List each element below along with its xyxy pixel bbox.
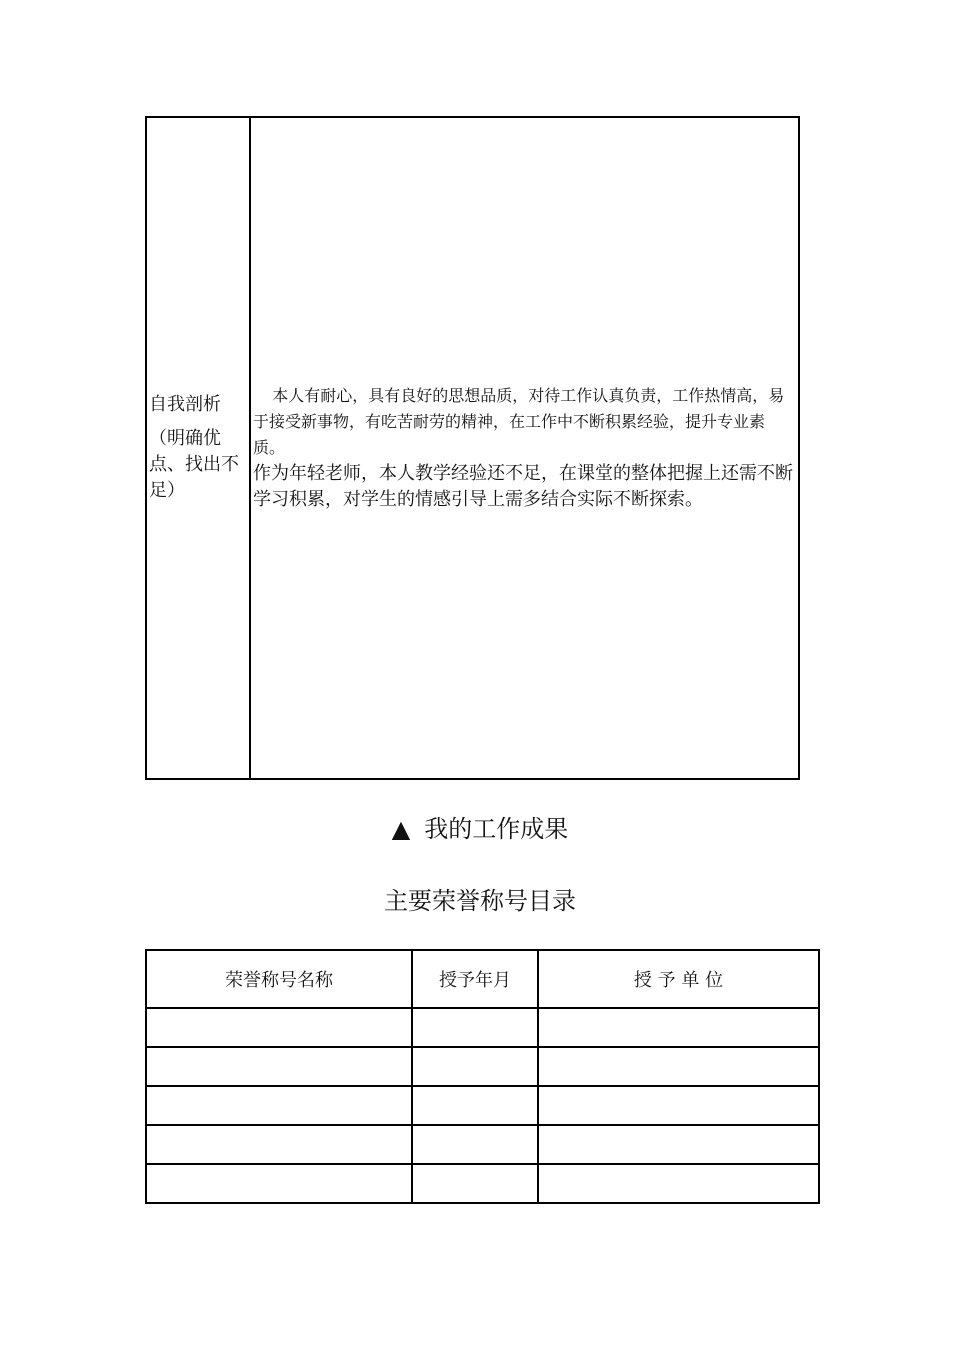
table-row — [146, 1047, 819, 1086]
strengths-paragraph: 本人有耐心，具有良好的思想品质，对待工作认真负责，工作热情高，易于接受新事物，有吃苦耐劳的精神，在工作中不断积累经验，提升专业素质。 — [253, 386, 785, 457]
award-date-cell — [412, 1125, 538, 1164]
self-analysis-label: 自我剖析 — [149, 394, 221, 415]
self-analysis-content-cell — [251, 118, 798, 778]
table-row — [146, 1086, 819, 1125]
self-analysis-label-cell — [147, 118, 251, 778]
table-row — [146, 1008, 819, 1047]
self-analysis-table — [145, 116, 800, 780]
work-results-heading — [0, 814, 960, 844]
header-honor-name: 荣誉称号名称 — [146, 950, 412, 1008]
weaknesses-paragraph: 作为年轻老师，本人教学经验还不足，在课堂的整体把握上还需不断学习积累，对学生的情感引导上需多结合实际不断探索。 — [253, 463, 793, 510]
table-row — [146, 1164, 819, 1203]
award-date-cell — [412, 1164, 538, 1203]
table-row — [146, 1125, 819, 1164]
honor-name-cell — [146, 1164, 412, 1203]
award-unit-cell — [538, 1125, 819, 1164]
award-date-cell — [412, 1008, 538, 1047]
award-unit-cell — [538, 1164, 819, 1203]
honor-name-cell — [146, 1125, 412, 1164]
award-unit-cell — [538, 1047, 819, 1086]
award-date-cell — [412, 1086, 538, 1125]
award-unit-cell — [538, 1086, 819, 1125]
honors-table — [145, 949, 820, 1204]
honors-header-row — [146, 950, 819, 1008]
honor-name-cell — [146, 1086, 412, 1125]
honor-name-cell — [146, 1047, 412, 1086]
triangle-icon: ▲ — [391, 815, 411, 843]
work-results-heading-text: 我的工作成果 — [424, 815, 569, 843]
award-date-cell — [412, 1047, 538, 1086]
header-award-unit: 授 予 单 位 — [538, 950, 819, 1008]
header-award-date: 授予年月 — [412, 950, 538, 1008]
honors-title: 主要荣誉称号目录 — [384, 887, 576, 915]
self-analysis-sublabel: （明确优点、找出不足） — [149, 428, 239, 501]
award-unit-cell — [538, 1008, 819, 1047]
honor-name-cell — [146, 1008, 412, 1047]
